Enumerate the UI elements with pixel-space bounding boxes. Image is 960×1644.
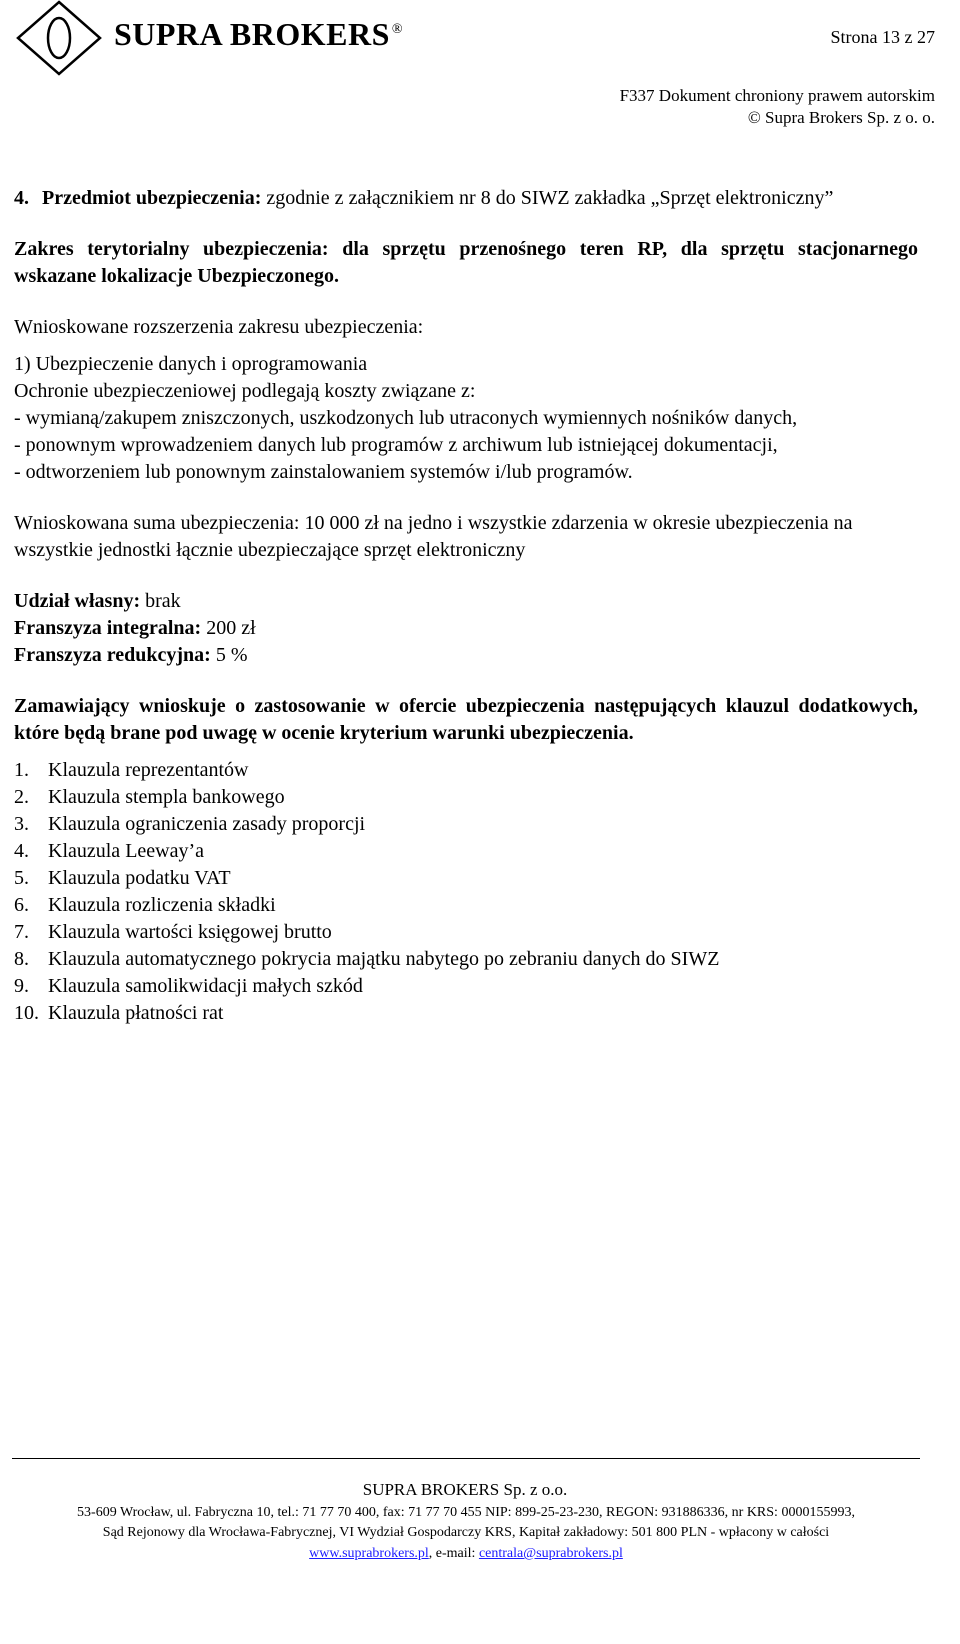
territorial-scope: Zakres terytorialny ubezpieczenia: dla sprzętu przenośnego teren RP, dla sprzętu stacjonarnego wskazane lokalizacje Ubezpieczonego.: [14, 238, 918, 287]
section-number: 4.: [14, 187, 29, 209]
list-item: 4. Klauzula Leeway’a: [14, 840, 205, 862]
integral-franchise: [14, 615, 918, 642]
list-item: 8. Klauzula automatycznego pokrycia majątku nabytego po zebraniu danych do SIWZ: [14, 948, 720, 970]
list-item: 5. Klauzula podatku VAT: [14, 867, 231, 889]
list-item: 10. Klauzula płatności rat: [14, 1002, 224, 1024]
extension-intro: Ochronie ubezpieczeniowej podlegają koszty związane z:: [14, 380, 476, 402]
email-link[interactable]: centrala@suprabrokers.pl: [478, 1546, 623, 1561]
page-number: Strona 13 z 27: [830, 27, 935, 47]
sum-insured: Wnioskowana suma ubezpieczenia: 10 000 zł na jedno i wszystkie zdarzenia w okresie ubezpieczenia na wszystkie jednostki łącznie ubezpieczające sprzęt elektroniczny: [14, 512, 853, 561]
section-subject: [14, 185, 918, 212]
footer-company: SUPRA BROKERS Sp. z o.o.: [362, 1480, 568, 1499]
clauses-intro: Zamawiający wnioskuje o zastosowanie w ofercie ubezpieczenia następujących klauzul dodatkowych, które będą brane pod uwagę w ocenie kryterium warunki ubezpieczenia.: [14, 695, 918, 744]
document-body: [14, 185, 918, 1027]
list-item: 7. Klauzula wartości księgowej brutto: [14, 921, 332, 943]
company-logo: [14, 0, 444, 76]
deductible-value: brak: [140, 590, 181, 612]
deductible-label: Udział własny:: [14, 590, 141, 612]
footer-divider: [12, 1458, 920, 1459]
supra-logo-icon: [14, 0, 104, 76]
integral-label: Franszyza integralna:: [14, 617, 202, 639]
website-link[interactable]: www.suprabrokers.pl: [309, 1546, 429, 1561]
registered-mark-icon: ®: [391, 22, 404, 38]
footer-contact: [0, 1546, 932, 1562]
extension-item: - odtworzeniem lub ponownym zainstalowaniem systemów i/lub programów.: [14, 461, 633, 483]
subject-label: Przedmiot ubezpieczenia:: [42, 187, 262, 209]
copyright-notice: F337 Dokument chroniony prawem autorskim: [619, 86, 935, 105]
extension-item: - wymianą/zakupem zniszczonych, uszkodzonych lub utraconych wymiennych nośników danych,: [14, 407, 798, 429]
list-item: 9. Klauzula samolikwidacji małych szkód: [14, 975, 363, 997]
list-item: 2. Klauzula stempla bankowego: [14, 786, 285, 808]
logo-wordmark: SUPRA BROKERS ®: [114, 16, 404, 52]
footer-address: 53-609 Wrocław, ul. Fabryczna 10, tel.: 71 77 70 400, fax: 71 77 70 455 NIP: 899-25-23-230, REGON: 931886336, nr KRS: 0000155993,: [77, 1505, 855, 1520]
extensions-heading: Wnioskowane rozszerzenia zakresu ubezpieczenia:: [14, 316, 424, 338]
list-item: 3. Klauzula ograniczenia zasady proporcji: [14, 813, 366, 835]
subject-text: zgodnie z załącznikiem nr 8 do SIWZ zakładka „Sprzęt elektroniczny”: [261, 187, 834, 209]
reduction-label: Franszyza redukcyjna:: [14, 644, 211, 666]
extension-item: - ponownym wprowadzeniem danych lub programów z archiwum lub istniejącej dokumentacji,: [14, 434, 778, 456]
clauses-list: [14, 757, 918, 1027]
deductible: [14, 588, 918, 615]
extension-title: 1) Ubezpieczenie danych i oprogramowania: [14, 353, 368, 375]
reduction-franchise: [14, 642, 918, 669]
list-item: 6. Klauzula rozliczenia składki: [14, 894, 276, 916]
reduction-value: 5 %: [210, 644, 248, 666]
footer-court: Sąd Rejonowy dla Wrocława-Fabrycznej, VI Wydział Gospodarczy KRS, Kapitał zakładowy: 501 800 PLN - wpłacony w całości: [102, 1525, 830, 1540]
copyright-owner: © Supra Brokers Sp. z o. o.: [747, 108, 935, 127]
list-item: 1. Klauzula reprezentantów: [14, 759, 249, 781]
page-header: [0, 0, 960, 140]
integral-value: 200 zł: [201, 617, 256, 639]
email-label: , e-mail:: [428, 1546, 479, 1561]
